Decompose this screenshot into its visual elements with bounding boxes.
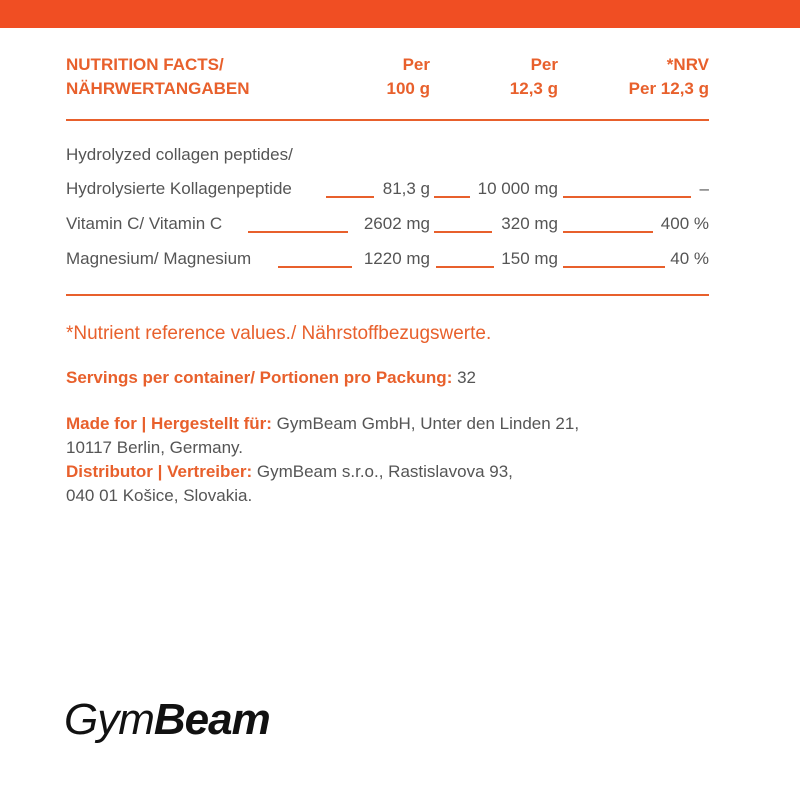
nutrient-name: Hydrolysierte Kollagenpeptide xyxy=(66,179,292,198)
nrv-header: *NRV Per 12,3 g xyxy=(628,55,709,98)
logo-gym-text: Gym xyxy=(64,695,154,744)
manufacturer-info xyxy=(66,412,706,508)
nutrition-facts-heading: NUTRITION FACTS/ NÄHRWERTANGABEN xyxy=(66,55,250,98)
per-100g-header: Per 100 g xyxy=(386,55,430,98)
leader-line xyxy=(563,266,665,268)
table-row xyxy=(66,248,709,270)
leader-line xyxy=(248,231,348,233)
leader-line xyxy=(278,266,352,268)
value-per-serving: 150 mg xyxy=(501,249,558,268)
distributor-line xyxy=(66,460,706,484)
per-serving-header: Per 12,3 g xyxy=(509,55,558,98)
nrv-footnote: *Nutrient reference values./ Nährstoffbezugswerte. xyxy=(66,323,492,344)
distributor-line2: 040 01 Košice, Slovakia. xyxy=(66,486,253,505)
logo-beam-text: Beam xyxy=(153,695,270,744)
made-for-label: Made for | Hergestellt für: xyxy=(66,414,272,433)
value-per-100g: 81,3 g xyxy=(382,179,430,198)
leader-line xyxy=(326,196,374,198)
leader-line xyxy=(434,196,470,198)
value-nrv: 400 % xyxy=(660,214,709,233)
servings-info xyxy=(66,367,476,389)
leader-line xyxy=(436,266,494,268)
collagen-name-line1: Hydrolyzed collagen peptides/ xyxy=(66,145,293,164)
distributor-label: Distributor | Vertreiber: xyxy=(66,462,253,481)
nutrient-name: Magnesium/ Magnesium xyxy=(66,249,252,268)
made-for-line2: 10117 Berlin, Germany. xyxy=(66,438,244,457)
value-nrv: 40 % xyxy=(670,249,709,268)
leader-line xyxy=(563,231,653,233)
header-divider xyxy=(66,119,709,121)
servings-value: 32 xyxy=(452,368,476,387)
distributor-value: GymBeam s.r.o., Rastislavova 93, xyxy=(252,462,513,481)
servings-label: Servings per container/ Portionen pro Packung: xyxy=(66,368,453,387)
value-per-100g: 1220 mg xyxy=(363,249,430,268)
table-header xyxy=(66,53,709,103)
table-row xyxy=(66,178,709,200)
table-bottom-divider xyxy=(66,294,709,296)
made-for-line xyxy=(66,412,706,436)
top-brand-bar xyxy=(0,0,800,28)
value-per-serving: 10 000 mg xyxy=(477,179,558,198)
leader-line xyxy=(563,196,691,198)
table-row xyxy=(66,213,709,235)
value-per-serving: 320 mg xyxy=(501,214,558,233)
gymbeam-logo xyxy=(64,694,270,746)
made-for-value: GymBeam GmbH, Unter den Linden 21, xyxy=(271,414,580,433)
leader-line xyxy=(434,231,492,233)
value-nrv: – xyxy=(699,179,709,198)
nutrient-name: Vitamin C/ Vitamin C xyxy=(66,214,223,233)
value-per-100g: 2602 mg xyxy=(363,214,430,233)
